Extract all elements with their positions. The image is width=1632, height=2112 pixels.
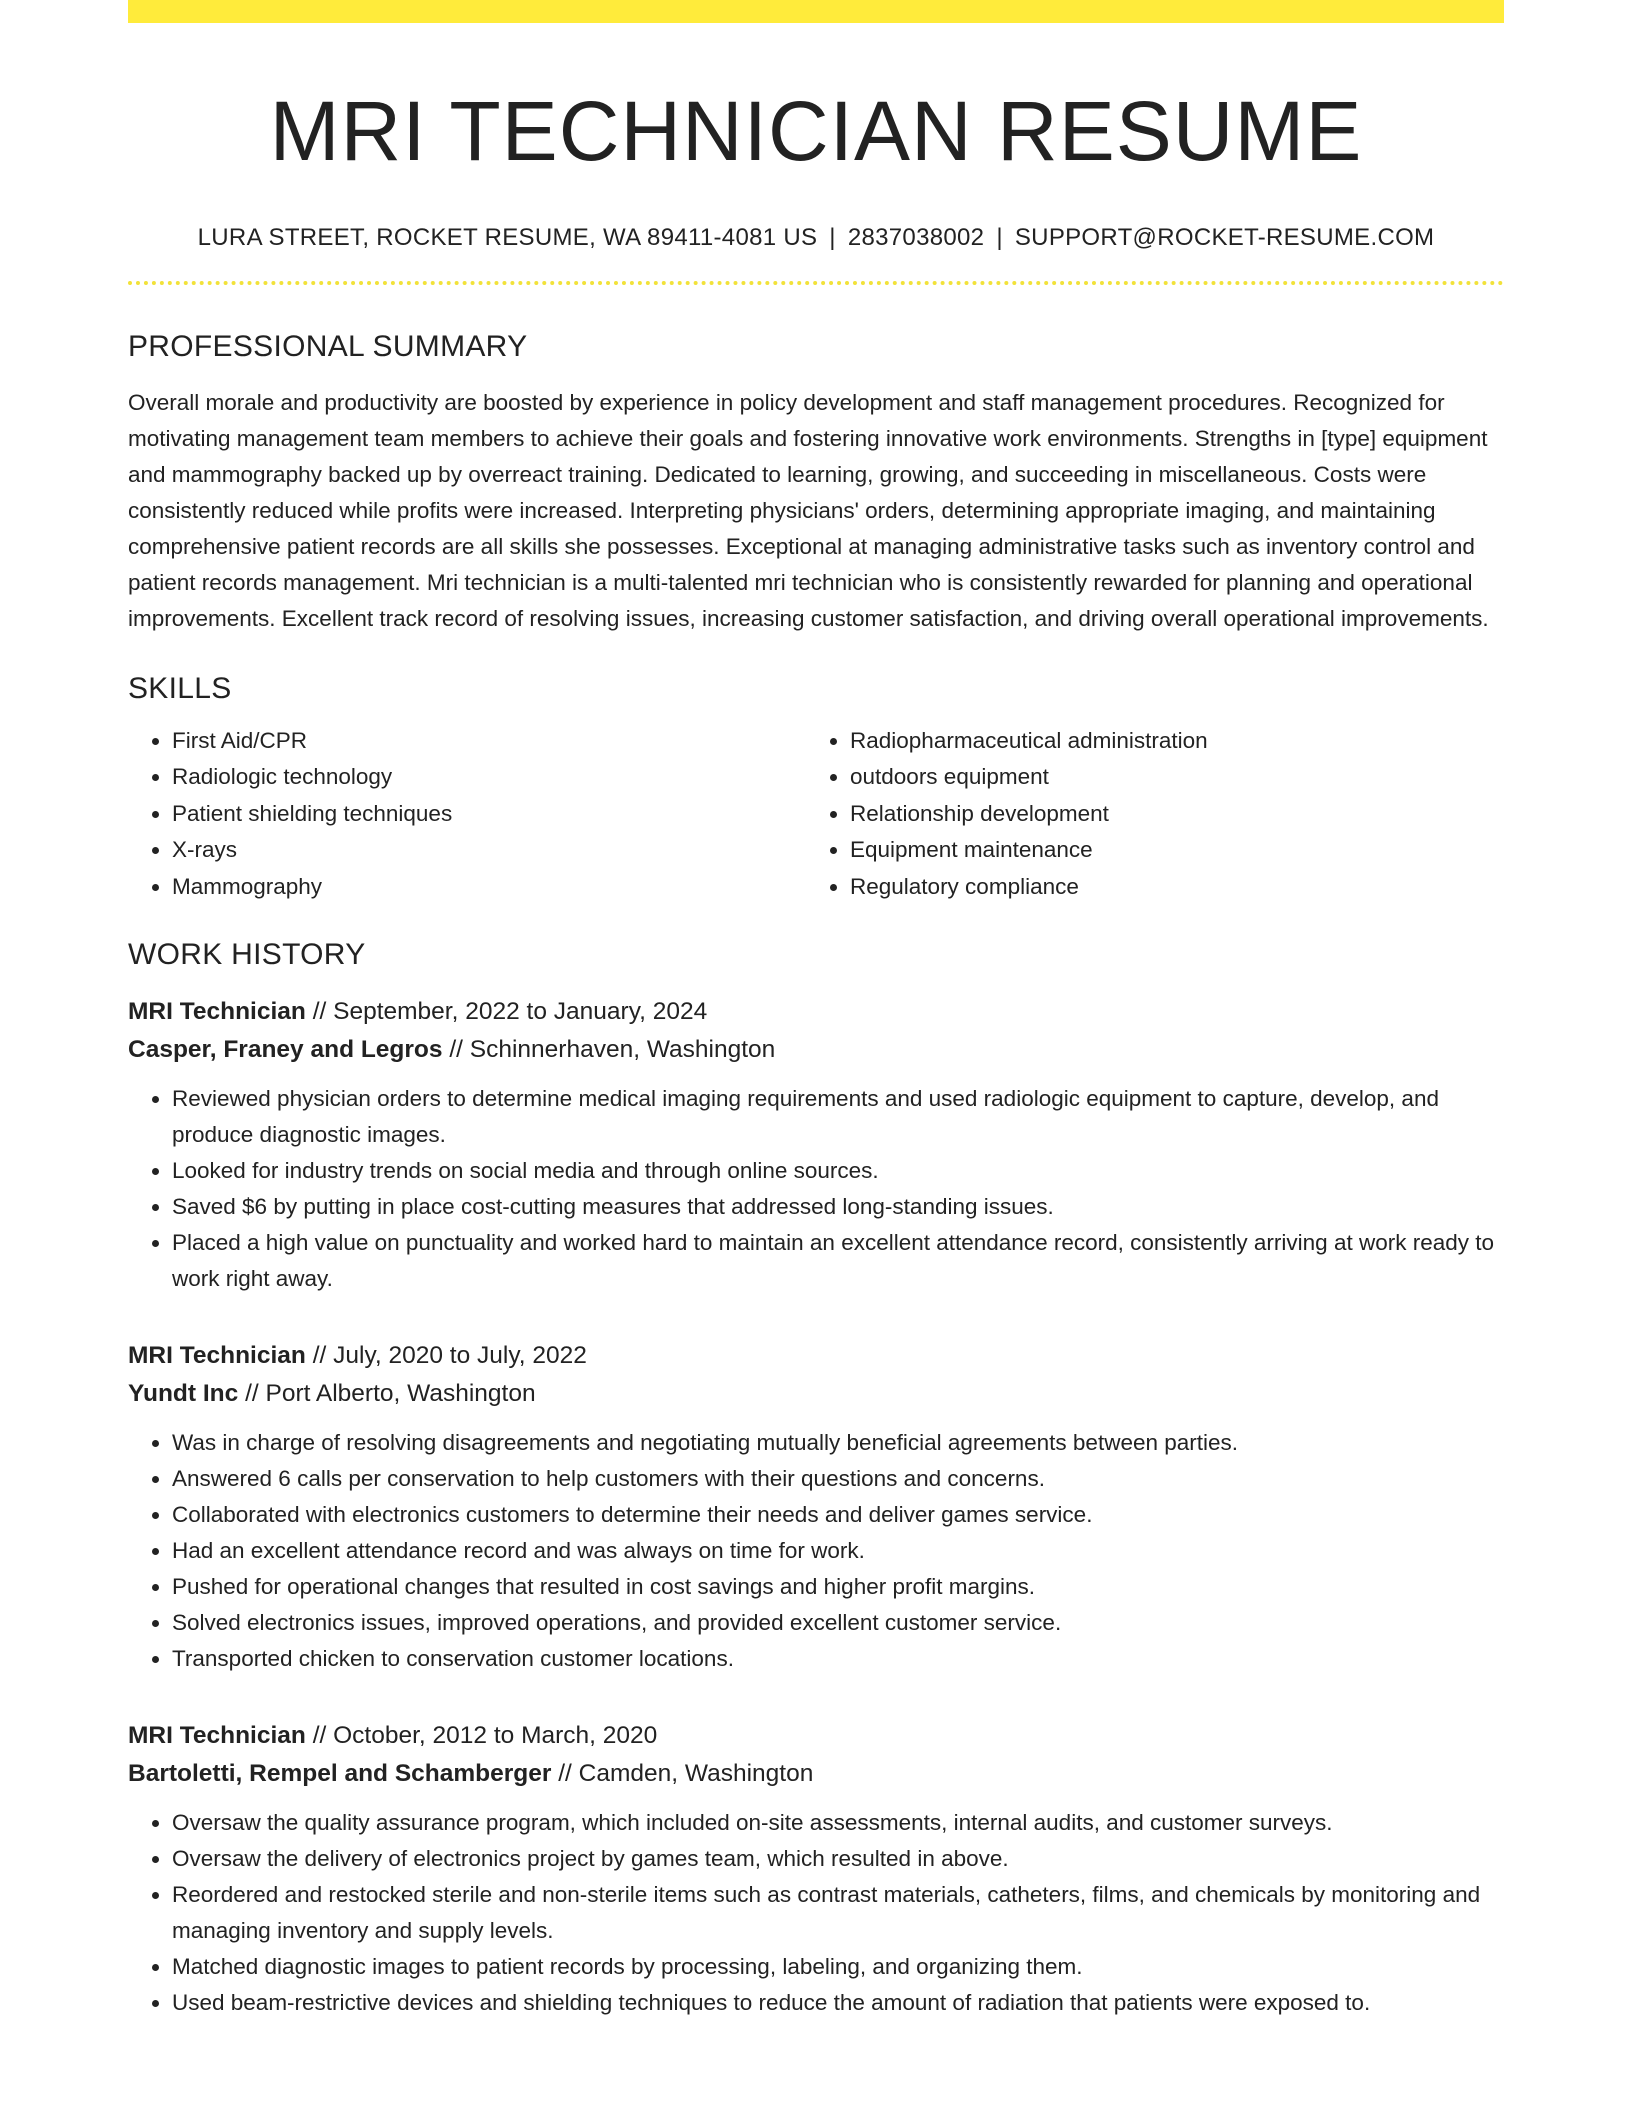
job-title-line (128, 993, 1504, 1031)
contact-line (128, 222, 1504, 253)
job-bullets (128, 1805, 1504, 2021)
job-title: MRI Technician (128, 1342, 306, 1370)
job-entry (128, 993, 1504, 1297)
job-bullet: • Collaborated with electronics customers to determine their needs and deliver games service. (172, 1497, 1504, 1533)
job-title-line (128, 1717, 1504, 1755)
job-company: Yundt Inc (128, 1380, 239, 1408)
job-bullet: • Pushed for operational changes that resulted in cost savings and higher profit margins. (172, 1569, 1504, 1605)
summary-text: Overall morale and productivity are boosted by experience in policy development and staff management procedures. Recognized for motivating management team members to achieve their goals and fostering innovative work environments. Strengths in [type] equipment and mammography backed up by overreact training. Dedicated to learning, growing, and succeeding in miscellaneous. Costs were consistently reduced while profits were increased. Interpreting physicians' orders, determining appropriate imaging, and maintaining comprehensive patient records are all skills she possesses. Exceptional at managing administrative tasks such as inventory control and patient records management. Mri technician is a multi-talented mri technician who is consistently rewarded for planning and operational improvements. Excellent track record of resolving issues, increasing customer satisfaction, and driving overall operational improvements. (128, 389, 1489, 631)
skill-item: • Regulatory compliance (850, 869, 1484, 906)
job-dates: // July, 2020 to July, 2022 (312, 1342, 587, 1370)
job-company: Casper, Franey and Legros (128, 1036, 443, 1064)
job-bullet: • Answered 6 calls per conservation to help customers with their questions and concerns. (172, 1461, 1504, 1497)
work-history-heading: WORK HISTORY (128, 938, 366, 972)
job-bullet: • Had an excellent attendance record and was always on time for work. (172, 1533, 1504, 1569)
contact-separator: | (996, 223, 1003, 251)
job-dates: // October, 2012 to March, 2020 (312, 1722, 658, 1750)
job-entry (128, 1337, 1504, 1677)
job-company: Bartoletti, Rempel and Schamberger (128, 1760, 552, 1788)
job-bullet: • Placed a high value on punctuality and worked hard to maintain an excellent attendance record, consistently arriving at work ready to work right away. (172, 1225, 1504, 1297)
job-bullet: • Was in charge of resolving disagreements and negotiating mutually beneficial agreements between parties. (172, 1425, 1504, 1461)
job-bullet: • Reviewed physician orders to determine medical imaging requirements and used radiologic equipment to capture, develop, and produce diagnostic images. (172, 1081, 1504, 1153)
skill-item: • Radiopharmaceutical administration (850, 723, 1484, 760)
job-company-line (128, 1031, 1504, 1069)
skill-item: • Radiologic technology (172, 759, 806, 796)
job-location: // Port Alberto, Washington (245, 1380, 536, 1408)
skills-column-right (806, 723, 1484, 906)
job-bullet: • Looked for industry trends on social media and through online sources. (172, 1153, 1504, 1189)
skills-column-left (128, 723, 806, 906)
summary-heading: PROFESSIONAL SUMMARY (128, 329, 528, 363)
skill-item: • Mammography (172, 869, 806, 906)
job-title: MRI Technician (128, 998, 306, 1026)
job-dates: // September, 2022 to January, 2024 (312, 998, 708, 1026)
job-location: // Camden, Washington (558, 1760, 814, 1788)
resume-page (128, 0, 1504, 2021)
accent-top-bar (128, 0, 1504, 23)
skill-item: • Equipment maintenance (850, 832, 1484, 869)
skills-list (128, 723, 1504, 906)
skills-heading: SKILLS (128, 671, 232, 705)
job-bullet: • Oversaw the delivery of electronics project by games team, which resulted in above. (172, 1841, 1504, 1877)
job-bullet: • Reordered and restocked sterile and non-sterile items such as contrast materials, catheters, films, and chemicals by monitoring and managing inventory and supply levels. (172, 1877, 1504, 1949)
job-title-line (128, 1337, 1504, 1375)
contact-separator: | (829, 223, 836, 251)
skill-item: • X-rays (172, 832, 806, 869)
job-company-line (128, 1755, 1504, 1793)
job-bullets (128, 1425, 1504, 1677)
skill-item: • outdoors equipment (850, 759, 1484, 796)
skill-item: • Relationship development (850, 796, 1484, 833)
skill-item: • First Aid/CPR (172, 723, 806, 760)
job-bullet: • Oversaw the quality assurance program, which included on-site assessments, internal audits, and customer surveys. (172, 1805, 1504, 1841)
job-bullet: • Transported chicken to conservation customer locations. (172, 1641, 1504, 1677)
job-bullets (128, 1081, 1504, 1297)
dotted-divider (128, 281, 1504, 285)
job-location: // Schinnerhaven, Washington (449, 1036, 776, 1064)
job-company-line (128, 1375, 1504, 1413)
job-bullet: • Saved $6 by putting in place cost-cutting measures that addressed long-standing issues. (172, 1189, 1504, 1225)
contact-address: LURA STREET, ROCKET RESUME, WA 89411-4081 US (197, 223, 818, 251)
job-title: MRI Technician (128, 1722, 306, 1750)
contact-phone: 2837038002 (847, 223, 985, 251)
resume-title: MRI TECHNICIAN RESUME (269, 84, 1363, 178)
skill-item: • Patient shielding techniques (172, 796, 806, 833)
job-entry (128, 1717, 1504, 2021)
job-bullet: • Solved electronics issues, improved operations, and provided excellent customer service. (172, 1605, 1504, 1641)
job-bullet: • Matched diagnostic images to patient records by processing, labeling, and organizing them. (172, 1949, 1504, 1985)
job-bullet: • Used beam-restrictive devices and shielding techniques to reduce the amount of radiation that patients were exposed to. (172, 1985, 1504, 2021)
contact-email: SUPPORT@ROCKET-RESUME.COM (1014, 223, 1435, 251)
